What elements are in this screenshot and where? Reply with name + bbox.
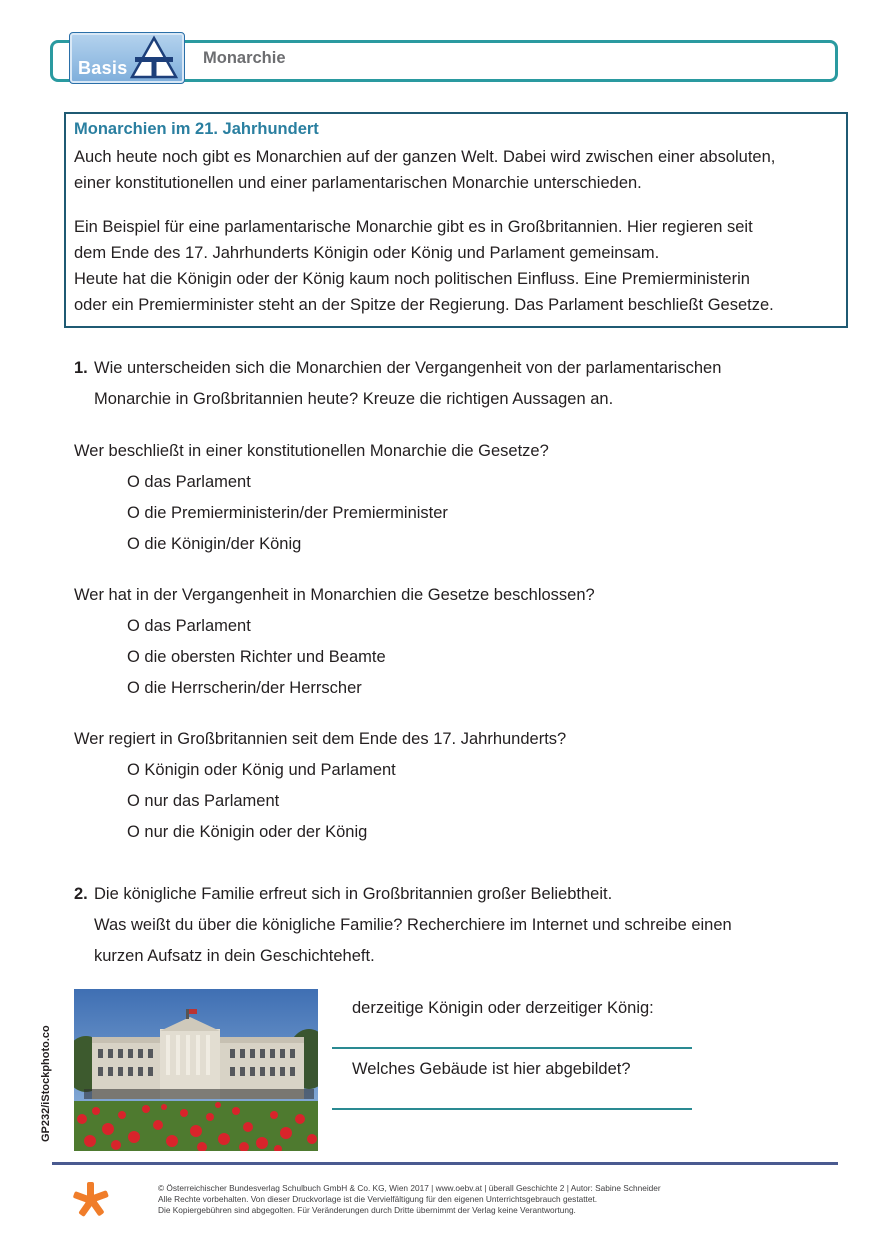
answer-option[interactable]: O das Parlament [127,617,251,635]
answer-prompt: derzeitige Königin oder derzeitiger König: [352,999,654,1017]
task2-text: Die königliche Familie erfreut sich in Großbritannien großer Beliebtheit. [94,885,613,903]
footer-line: Die Kopiergebühren sind abgegolten. Für Veränderungen durch Dritte übernimmt der Verlag keine Verantwortung. [158,1205,576,1215]
answer-option[interactable]: O die Premierministerin/der Premierminister [127,504,448,522]
page-title: Monarchie [203,49,286,67]
info-line: oder ein Premierminister steht an der Spitze der Regierung. Das Parlament beschließt Gesetze. [74,296,774,314]
answer-option[interactable]: O die Königin/der König [127,535,302,553]
info-box-heading: Monarchien im 21. Jahrhundert [74,120,319,138]
answer-option[interactable]: O Königin oder König und Parlament [127,761,396,779]
task1-text: Monarchie in Großbritannien heute? Kreuze die richtigen Aussagen an. [94,390,614,408]
buckingham-palace-photo [74,989,318,1151]
answer-option[interactable]: O die Herrscherin/der Herrscher [127,679,362,697]
info-line: einer konstitutionellen und einer parlamentarischen Monarchie unterschieden. [74,174,642,192]
question: Wer regiert in Großbritannien seit dem Ende des 17. Jahrhunderts? [74,730,567,748]
photo-credit: GP232/iStockphoto.co [40,1025,52,1142]
info-line: dem Ende des 17. Jahrhunderts Königin oder König und Parlament gemeinsam. [74,244,660,262]
answer-option[interactable]: O nur das Parlament [127,792,280,810]
footer-line: © Österreichischer Bundesverlag Schulbuch GmbH & Co. KG, Wien 2017 | www.oebv.at | überall Geschichte 2 | Autor: Sabine Schneider [158,1183,661,1193]
info-line: Auch heute noch gibt es Monarchien auf der ganzen Welt. Dabei wird zwischen einer absoluten, [74,148,776,166]
badge-label: Basis [78,58,128,78]
task2-text: kurzen Aufsatz in dein Geschichteheft. [94,947,375,965]
footer-line: Alle Rechte vorbehalten. Von dieser Druckvorlage ist die Vervielfältigung für den eigenen Unterrichtsgebrauch gestattet. [158,1194,598,1204]
footer-text [158,1183,661,1216]
task2-number: 2. [74,885,88,903]
task2-text: Was weißt du über die königliche Familie? Recherchiere im Internet und schreibe einen [94,916,732,934]
answer-line[interactable] [332,1108,692,1110]
info-line: Heute hat die Königin oder der König kaum noch politischen Einfluss. Eine Premierministerin [74,270,750,288]
answer-option[interactable]: O das Parlament [127,473,251,491]
info-line: Ein Beispiel für eine parlamentarische Monarchie gibt es in Großbritannien. Hier regieren seit [74,218,753,236]
answer-option[interactable]: O nur die Königin oder der König [127,823,368,841]
answer-line[interactable] [332,1047,692,1049]
triangle-logo-icon [129,35,179,79]
answer-option[interactable]: O die obersten Richter und Beamte [127,648,386,666]
oebv-star-logo-icon [72,1180,110,1220]
task1-number: 1. [74,359,88,377]
answer-prompt: Welches Gebäude ist hier abgebildet? [352,1060,631,1078]
question: Wer hat in der Vergangenheit in Monarchien die Gesetze beschlossen? [74,586,595,604]
task1-text: Wie unterscheiden sich die Monarchien der Vergangenheit von der parlamentarischen [94,359,722,377]
question: Wer beschließt in einer konstitutionellen Monarchie die Gesetze? [74,442,549,460]
footer-rule [52,1162,838,1165]
